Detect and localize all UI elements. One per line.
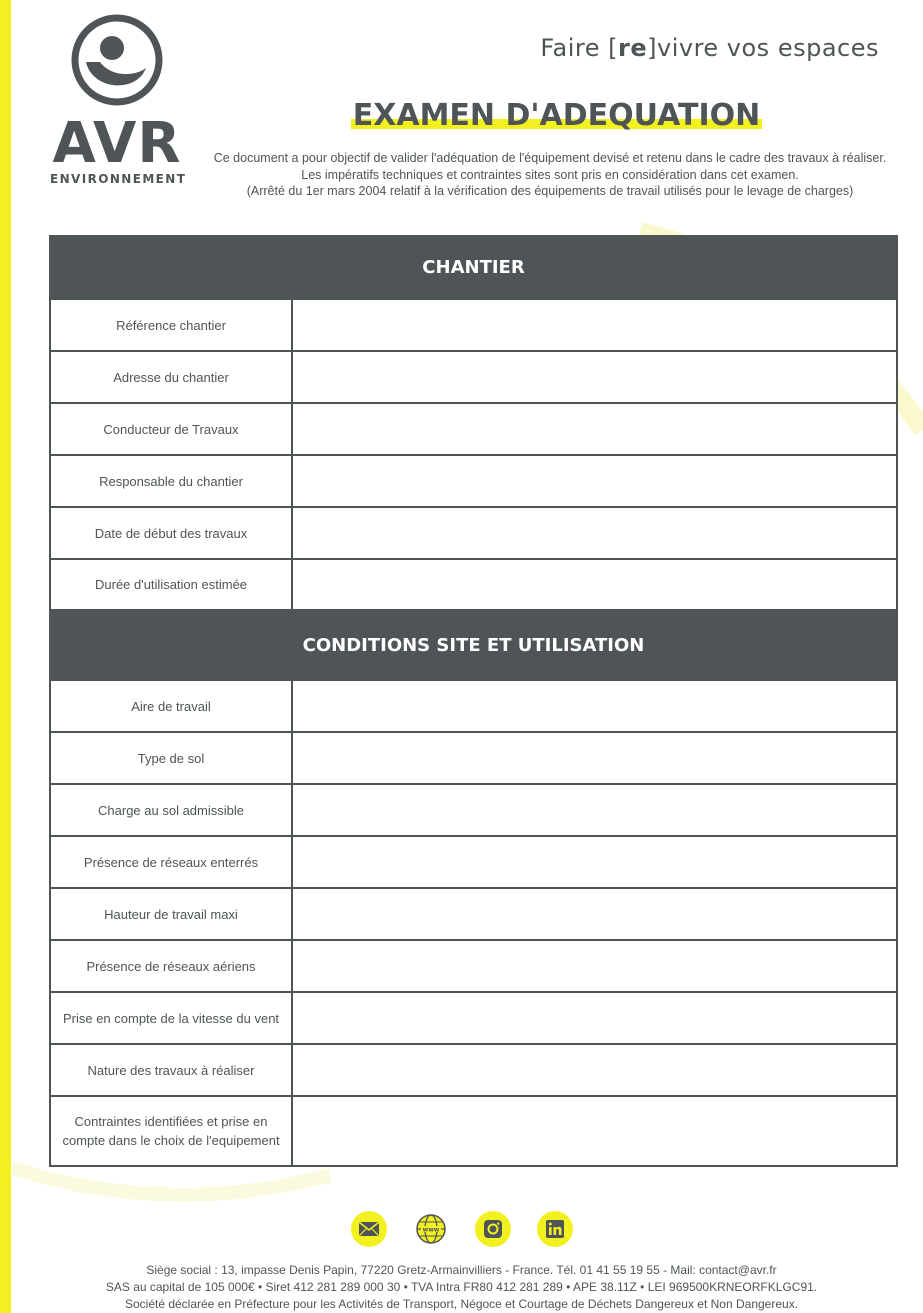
reference-chantier-field[interactable] <box>292 299 897 351</box>
table-row <box>50 784 897 836</box>
charge-sol-field[interactable] <box>292 784 897 836</box>
section-title: CONDITIONS SITE ET UTILISATION <box>50 610 897 680</box>
aire-travail-field[interactable] <box>292 680 897 732</box>
page-title: EXAMEN D'ADEQUATION <box>352 98 761 133</box>
section-header-conditions <box>50 610 897 680</box>
nature-travaux-field[interactable] <box>292 1044 897 1096</box>
reseaux-aeriens-field[interactable] <box>292 940 897 992</box>
footer-line: SAS au capital de 105 000€ • Siret 412 281 289 000 30 • TVA Intra FR80 412 281 289 • APE 38.11Z • LEI 969500KRNEORFKLGC91. <box>105 1280 818 1294</box>
field-label: Prise en compte de la vitesse du vent <box>50 992 292 1044</box>
adresse-chantier-field[interactable] <box>292 351 897 403</box>
mail-icon[interactable] <box>351 1211 387 1247</box>
table-row <box>50 732 897 784</box>
field-label: Responsable du chantier <box>50 455 292 507</box>
table-row <box>50 680 897 732</box>
field-label: Adresse du chantier <box>50 351 292 403</box>
section-title: CHANTIER <box>50 236 897 299</box>
table-row <box>50 299 897 351</box>
type-sol-field[interactable] <box>292 732 897 784</box>
field-label: Type de sol <box>50 732 292 784</box>
field-label: Présence de réseaux enterrés <box>50 836 292 888</box>
footer-line: Siège social : 13, impasse Denis Papin, 77220 Gretz-Armainvilliers - France. Tél. 01 41 55 19 55 - Mail: contact@avr.fr <box>146 1263 777 1277</box>
instagram-icon[interactable] <box>475 1211 511 1247</box>
intro-line: Les impératifs techniques et contraintes sites sont pris en considération dans cet examen. <box>301 167 799 182</box>
table-row <box>50 992 897 1044</box>
contraintes-field[interactable] <box>292 1096 897 1166</box>
conducteur-travaux-field[interactable] <box>292 403 897 455</box>
field-label: Durée d'utilisation estimée <box>50 559 292 610</box>
footer-social-icons <box>0 1211 923 1247</box>
table-row <box>50 940 897 992</box>
table-row <box>50 455 897 507</box>
field-label: Nature des travaux à réaliser <box>50 1044 292 1096</box>
intro-line: (Arrêté du 1er mars 2004 relatif à la vérification des équipements de travail utilisés pour le levage de charges) <box>246 184 854 198</box>
field-label: Hauteur de travail maxi <box>50 888 292 940</box>
footer-line: Société déclarée en Préfecture pour les Activités de Transport, Négoce et Courtage de Déchets Dangereux et Non Dangereux. <box>124 1297 799 1311</box>
hauteur-travail-field[interactable] <box>292 888 897 940</box>
table-row <box>50 888 897 940</box>
adequation-form-table <box>49 235 898 1167</box>
left-accent-bar <box>0 0 11 1313</box>
intro-text <box>190 150 910 200</box>
table-row <box>50 1096 897 1166</box>
table-row <box>50 507 897 559</box>
reseaux-enterres-field[interactable] <box>292 836 897 888</box>
linkedin-icon[interactable] <box>537 1211 573 1247</box>
table-row <box>50 1044 897 1096</box>
field-label: Date de début des travaux <box>50 507 292 559</box>
table-row <box>50 351 897 403</box>
svg-text:www: www <box>422 1226 439 1234</box>
table-row <box>50 836 897 888</box>
field-label: Conducteur de Travaux <box>50 403 292 455</box>
avr-logo <box>50 12 187 188</box>
logo-wordmark: AVR <box>52 111 182 176</box>
field-label: Présence de réseaux aériens <box>50 940 292 992</box>
duree-utilisation-field[interactable] <box>292 559 897 610</box>
tagline: Faire [re]vivre vos espaces <box>540 34 879 62</box>
table-row <box>50 403 897 455</box>
web-icon[interactable] <box>413 1211 449 1247</box>
footer-legal-text <box>0 1262 923 1313</box>
field-label: Contraintes identifiées et prise en compte dans le choix de l'equipement <box>50 1096 292 1166</box>
vitesse-vent-field[interactable] <box>292 992 897 1044</box>
date-debut-travaux-field[interactable] <box>292 507 897 559</box>
field-label: Charge au sol admissible <box>50 784 292 836</box>
person-circle-icon <box>50 12 184 112</box>
section-header-chantier <box>50 236 897 299</box>
intro-line: Ce document a pour objectif de valider l'adéquation de l'équipement devisé et retenu dans le cadre des travaux à réaliser. <box>213 151 887 165</box>
field-label: Référence chantier <box>50 299 292 351</box>
logo-subtext: ENVIRONNEMENT <box>50 172 187 186</box>
table-row <box>50 559 897 610</box>
responsable-chantier-field[interactable] <box>292 455 897 507</box>
field-label: Aire de travail <box>50 680 292 732</box>
title-container <box>190 98 923 134</box>
